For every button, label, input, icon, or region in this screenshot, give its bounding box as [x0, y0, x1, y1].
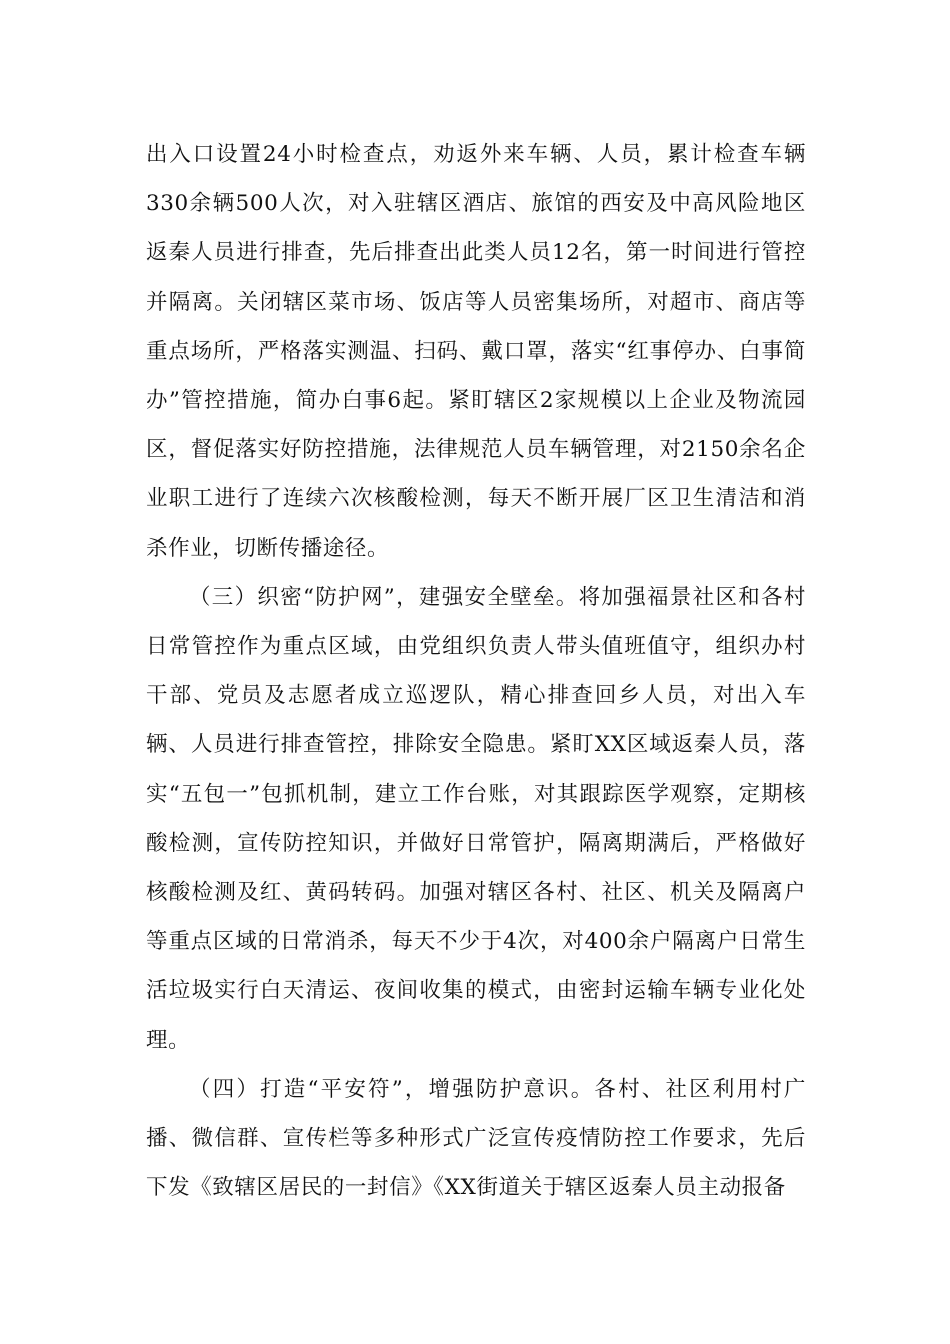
document-body	[146, 130, 806, 1212]
paragraph-section-3: （三）织密“防护网”，建强安全壁垒。将加强福景社区和各村日常管控作为重点区域，由党组织负责人带头值班值守，组织办村干部、党员及志愿者成立巡逻队，精心排查回乡人员，对出入车辆、人员进行排查管控，排除安全隐患。紧盯XX区域返秦人员，落实“五包一”包抓机制，建立工作台账，对其跟踪医学观察，定期核酸检测，宣传防控知识，并做好日常管护，隔离期满后，严格做好核酸检测及红、黄码转码。加强对辖区各村、社区、机关及隔离户等重点区域的日常消杀，每天不少于4次，对400余户隔离户日常生活垃圾实行白天清运、夜间收集的模式，由密封运输车辆专业化处理。	[146, 584, 806, 1053]
paragraph-section-4: （四）打造“平安符”，增强防护意识。各村、社区利用村广播、微信群、宣传栏等多种形式广泛宣传疫情防控工作要求，先后下发《致辖区居民的一封信》《XX街道关于辖区返秦人员主动报备	[146, 1076, 806, 1201]
paragraph-continuation: 出入口设置24小时检查点，劝返外来车辆、人员，累计检查车辆330余辆500人次，对入驻辖区酒店、旅馆的西安及中高风险地区返秦人员进行排查，先后排查出此类人员12名，第一时间进行管控并隔离。关闭辖区菜市场、饭店等人员密集场所，对超市、商店等重点场所，严格落实测温、扫码、戴口罩，落实“红事停办、白事简办”管控措施，简办白事6起。紧盯辖区2家规模以上企业及物流园区，督促落实好防控措施，法律规范人员车辆管理，对2150余名企业职工进行了连续六次核酸检测，每天不断开展厂区卫生清洁和消杀作业，切断传播途径。	[146, 142, 806, 561]
